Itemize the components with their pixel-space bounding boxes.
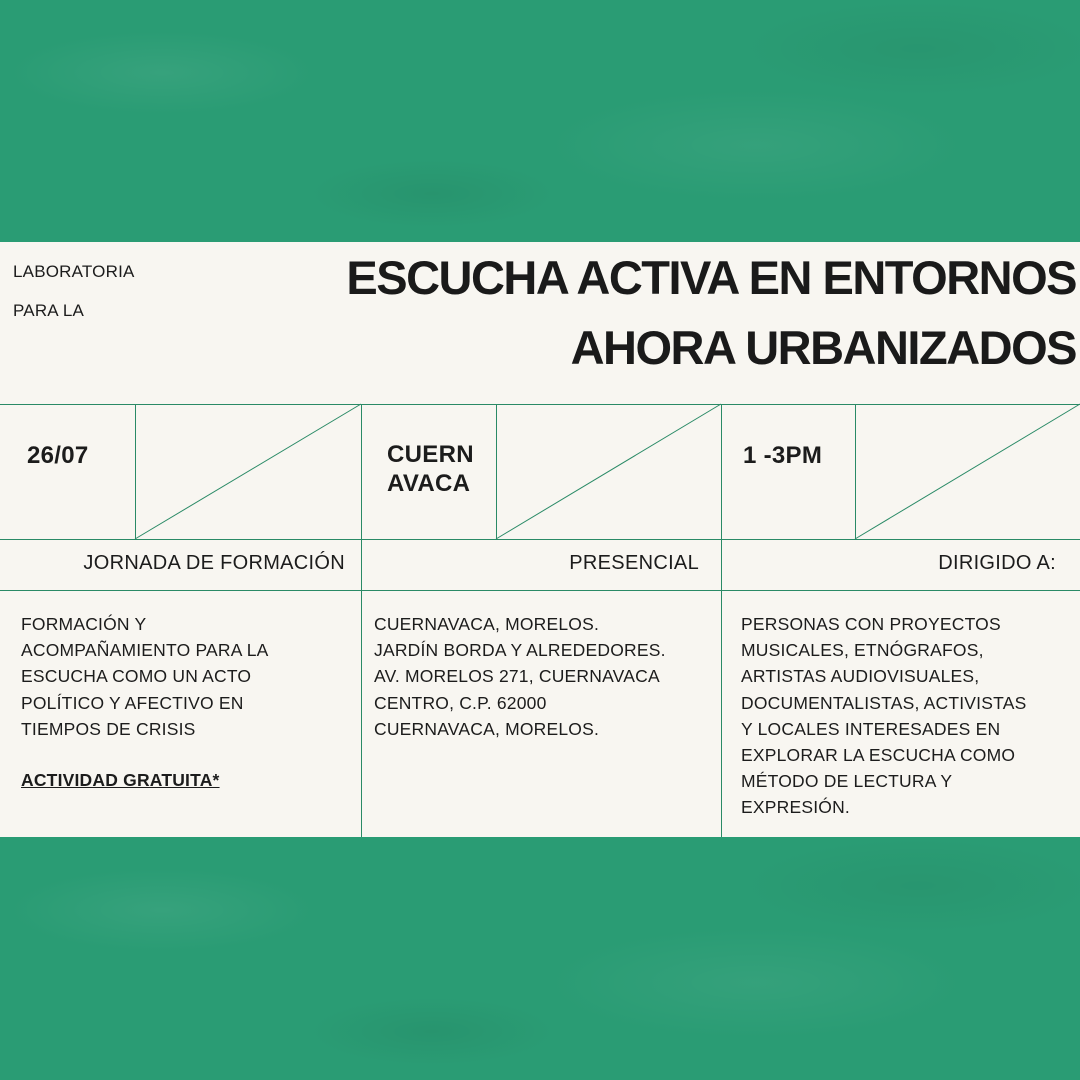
audience-block xyxy=(741,611,1026,821)
audience-line: DOCUMENTALISTAS, ACTIVISTAS xyxy=(741,692,1027,713)
title-prefix-line1: LABORATORIA xyxy=(13,262,135,281)
top-green-band xyxy=(0,0,1080,242)
audience-line: MUSICALES, ETNÓGRAFOS, xyxy=(741,640,984,661)
event-time: 1 -3PM xyxy=(743,442,823,469)
free-activity-note: ACTIVIDAD GRATUITA* xyxy=(21,770,220,790)
page-title-line2: AHORA URBANIZADOS xyxy=(570,321,1076,374)
grid-divider xyxy=(721,404,722,837)
address-line: CENTRO, C.P. 62000 xyxy=(374,692,547,713)
event-date: 26/07 xyxy=(27,442,89,469)
audience-line: MÉTODO DE LECTURA Y xyxy=(741,771,953,792)
address-line: JARDÍN BORDA Y ALREDEDORES. xyxy=(374,640,666,661)
diagonal-slash-3 xyxy=(855,404,1080,539)
grid-line-middle xyxy=(0,539,1080,540)
audience-line: EXPRESIÓN. xyxy=(741,797,850,818)
label-training-day: JORNADA DE FORMACIÓN xyxy=(83,552,345,574)
grid-line-labels xyxy=(0,590,1080,591)
event-place-line2: AVACA xyxy=(387,470,471,497)
audience-line: Y LOCALES INTERESADES EN xyxy=(741,718,1001,739)
address-line: AV. MORELOS 271, CUERNAVACA xyxy=(374,666,660,687)
audience-line: ARTISTAS AUDIOVISUALES, xyxy=(741,666,980,687)
audience-line: EXPLORAR LA ESCUCHA COMO xyxy=(741,745,1016,766)
label-directed-to: DIRIGIDO A: xyxy=(938,552,1056,574)
diagonal-slash-2 xyxy=(496,404,721,539)
bottom-green-band xyxy=(0,837,1080,1080)
address-line: CUERNAVACA, MORELOS. xyxy=(374,718,600,739)
description-line: TIEMPOS DE CRISIS xyxy=(21,718,196,739)
audience-line: PERSONAS CON PROYECTOS xyxy=(741,614,1001,634)
diagonal-slash-1 xyxy=(135,404,361,539)
description-line: ESCUCHA COMO UN ACTO xyxy=(21,666,252,687)
title-prefix-line2: PARA LA xyxy=(13,301,85,320)
page-title-line1: ESCUCHA ACTIVA EN ENTORNOS xyxy=(346,251,1076,304)
address-line: CUERNAVACA, MORELOS. xyxy=(374,614,600,634)
description-line: FORMACIÓN Y xyxy=(21,614,147,634)
address-block xyxy=(374,611,666,742)
event-place-line1: CUERN xyxy=(387,441,474,468)
grid-divider xyxy=(361,404,362,837)
description-block xyxy=(21,611,269,742)
description-line: ACOMPAÑAMIENTO PARA LA xyxy=(21,640,269,661)
description-line: POLÍTICO Y AFECTIVO EN xyxy=(21,692,244,713)
label-in-person: PRESENCIAL xyxy=(569,552,699,574)
